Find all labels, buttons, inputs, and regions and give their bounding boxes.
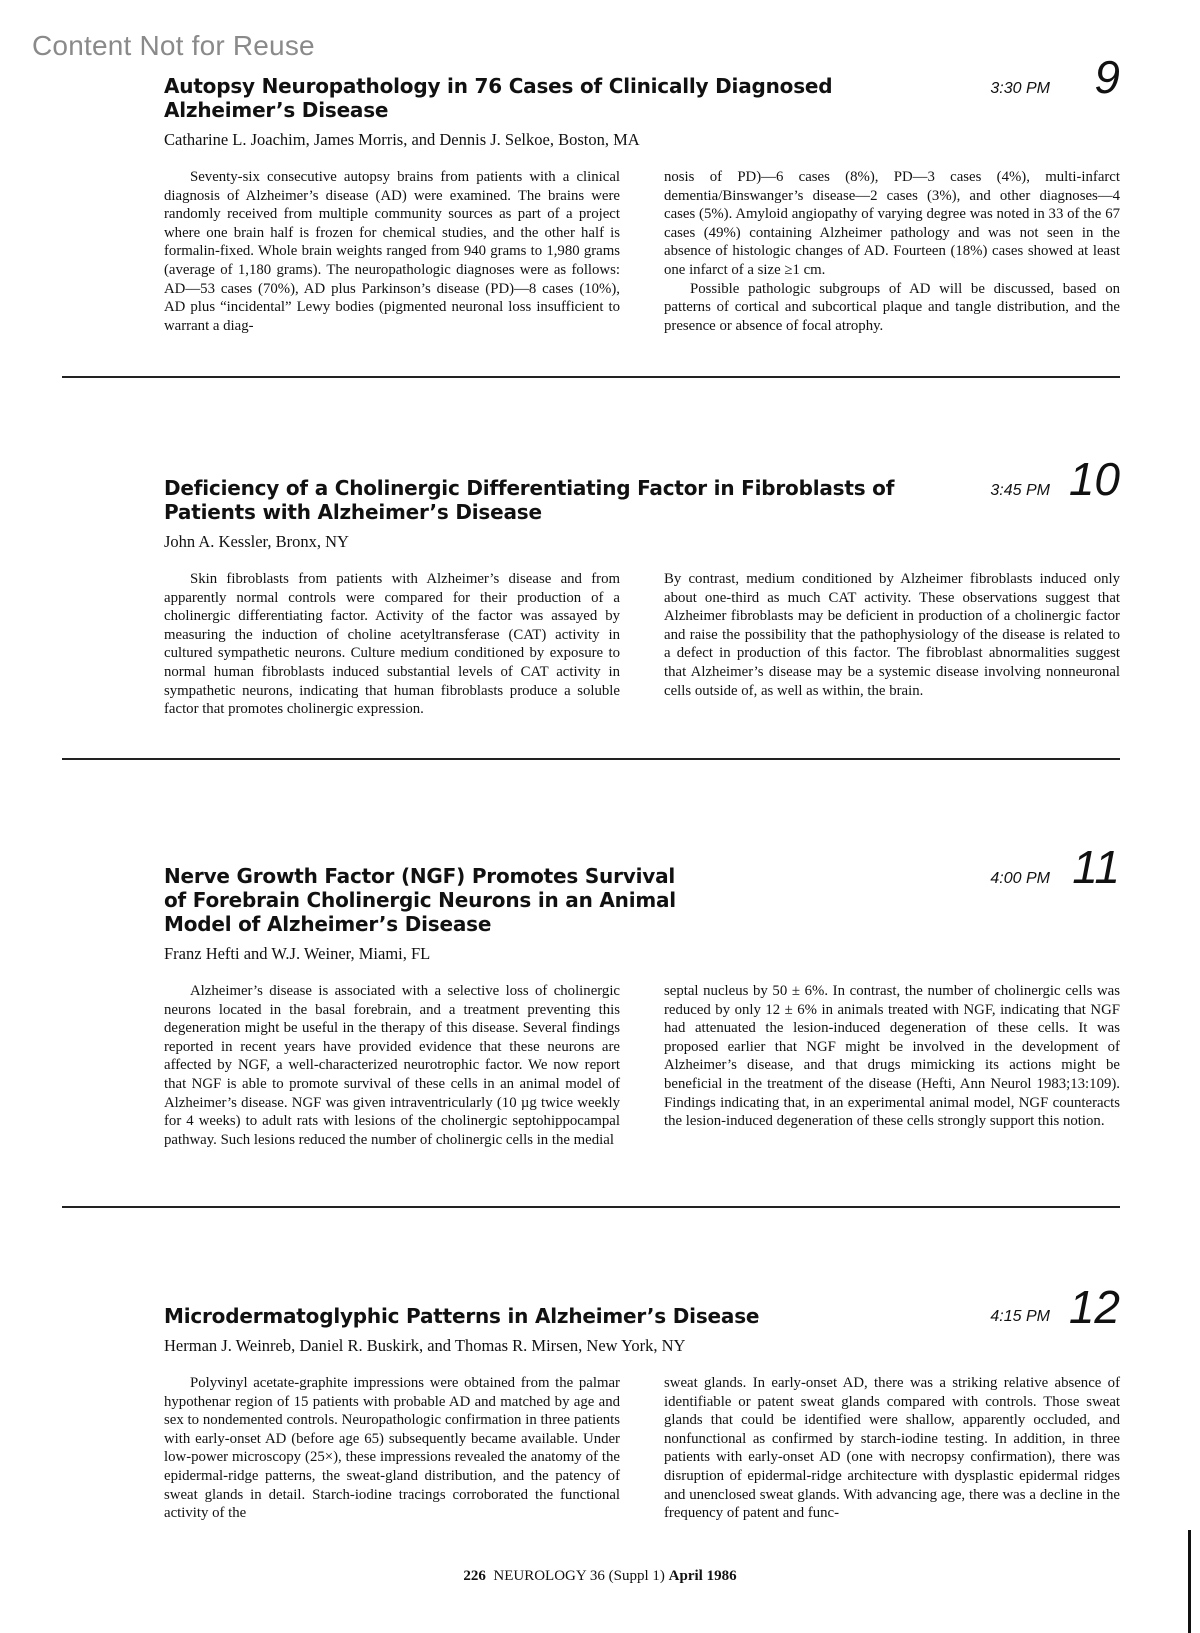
journal-name: NEUROLOGY 36 (Suppl 1) bbox=[493, 1568, 665, 1584]
abstract-number: 12 bbox=[1068, 1281, 1120, 1333]
section-divider bbox=[62, 758, 1120, 760]
abstract-header bbox=[164, 1281, 1120, 1333]
left-column bbox=[164, 570, 620, 719]
left-column bbox=[164, 1374, 620, 1523]
abstract-title: Microdermatoglyphic Patterns in Alzheimer’s Disease bbox=[164, 1304, 760, 1328]
paragraph: Possible pathologic subgroups of AD will be discussed, based on patterns of cortical and subcortical plaque and tangle distribution, and the presence or absence of focal atrophy. bbox=[664, 280, 1120, 334]
session-time: 3:45 PM bbox=[990, 482, 1050, 499]
abstract-body bbox=[164, 570, 1120, 719]
authors: Herman J. Weinreb, Daniel R. Buskirk, and Thomas R. Mirsen, New York, NY bbox=[164, 1336, 686, 1355]
paragraph: Alzheimer’s disease is associated with a selective loss of cholinergic neurons located in the basal forebrain, and a treatment preventing this degeneration might be useful in the therapy of this disease. Several findings reported in recent years have provided evidence that these neurons are affected by NGF, a well-characterized neurotrophic factor. We now report that NGF is able to promote survival of these cells in an animal model of Alzheimer’s disease. NGF was given intraventricularly (10 µg twice weekly for 4 weeks) to adult rats with lesions of the cholinergic septohippocampal pathway. Such lesions reduced the number of cholinergic cells in the medial bbox=[164, 983, 620, 1148]
abstract-title: Autopsy Neuropathology in 76 Cases of Clinically Diagnosed Alzheimer’s Disease bbox=[164, 74, 833, 122]
session-time: 4:15 PM bbox=[990, 1308, 1050, 1325]
session-time: 3:30 PM bbox=[990, 80, 1050, 97]
abstract-title: Nerve Growth Factor (NGF) Promotes Survival of Forebrain Cholinergic Neurons in an Animal Model of Alzheimer’s Disease bbox=[164, 864, 676, 936]
abstract-11 bbox=[164, 841, 1120, 1149]
paragraph: Seventy-six consecutive autopsy brains from patients with a clinical diagnosis of Alzheimer’s disease (AD) were examined. The brains were randomly received from multiple community sources as part of a project where one brain half is frozen for chemical studies, and the other half is formalin-fixed. Whole brain weights ranged from 940 grams to 1,980 grams (average of 1,180 grams). The neuropathologic diagnoses were as follows: AD—53 cases (70%), AD plus Parkinson’s disease (PD)—8 cases (10%), AD plus “incidental” Lewy bodies (pigmented neuronal loss insufficient to warrant a diag- bbox=[164, 169, 620, 334]
abstract-number: 11 bbox=[1072, 841, 1120, 893]
abstract-header bbox=[164, 453, 1120, 524]
right-column bbox=[664, 168, 1120, 335]
paragraph: By contrast, medium conditioned by Alzheimer fibroblasts induced only about one-third as much CAT activity. These observations suggest that Alzheimer fibroblasts may be deficient in production of a cholinergic factor and raise the possibility that the pathophysiology of the disease is related to a defect in production of this factor. The fibroblast abnormalities suggest that Alzheimer’s disease may be a systemic disease involving nonneuronal cells outside of, as well as within, the brain. bbox=[664, 571, 1120, 699]
abstract-body bbox=[164, 1374, 1120, 1523]
paragraph: nosis of PD)—6 cases (8%), PD—3 cases (4%), multi-infarct dementia/Binswanger’s disease—2 cases (3%), and other diagnoses—4 cases (5%). Amyloid angiopathy of varying degree was noted in 33 of the 67 cases (49%) containing Alzheimer pathology and was not seen in the absence of histologic changes of AD. Fourteen (18%) cases showed at least one infarct of a size ≥1 cm. bbox=[664, 169, 1120, 278]
session-time: 4:00 PM bbox=[990, 870, 1050, 887]
abstract-10 bbox=[164, 453, 1120, 719]
section-divider bbox=[62, 376, 1120, 378]
paragraph: sweat glands. In early-onset AD, there was a striking relative absence of identifiable or patent sweat glands compared with controls. Those sweat glands that could be identified were shallow, apparently occluded, and nonfunctional as confirmed by starch-iodine testing. In addition, in three patients with early-onset AD (one with necropsy confirmation), there was disruption of epidermal-ridge architecture with dysplastic epidermal ridges and unenclosed sweat glands. With advancing age, there was a decline in the frequency of patent and func- bbox=[664, 1375, 1120, 1522]
issue-date: April 1986 bbox=[668, 1568, 737, 1584]
abstract-header bbox=[164, 841, 1120, 936]
left-column bbox=[164, 982, 620, 1149]
page-number: 226 bbox=[463, 1568, 486, 1584]
abstract-number: 10 bbox=[1068, 453, 1120, 505]
abstract-body bbox=[164, 982, 1120, 1149]
right-column bbox=[664, 1374, 1120, 1523]
watermark: Content Not for Reuse bbox=[32, 30, 315, 61]
abstract-title: Deficiency of a Cholinergic Differentiating Factor in Fibroblasts of Patients with Alzheimer’s Disease bbox=[164, 476, 895, 524]
abstract-12 bbox=[164, 1281, 1120, 1523]
authors: Catharine L. Joachim, James Morris, and Dennis J. Selkoe, Boston, MA bbox=[164, 130, 640, 149]
right-column bbox=[664, 570, 1120, 719]
abstract-body bbox=[164, 168, 1120, 335]
paragraph: Polyvinyl acetate-graphite impressions were obtained from the palmar hypothenar region of 15 patients with probable AD and matched by age and sex to nondemented controls. Neuropathologic confirmation in three patients with early-onset AD (before age 65) subsequently became available. Under low-power microscopy (25×), these impressions revealed the anatomy of the epidermal-ridge patterns, the sweat-gland distribution, and the patency of sweat glands in detail. Starch-iodine tracings corroborated the functional activity of the bbox=[164, 1375, 620, 1522]
section-divider bbox=[62, 1206, 1120, 1208]
authors: Franz Hefti and W.J. Weiner, Miami, FL bbox=[164, 944, 431, 963]
authors: John A. Kessler, Bronx, NY bbox=[164, 532, 349, 551]
left-column bbox=[164, 168, 620, 335]
right-column bbox=[664, 982, 1120, 1149]
paragraph: Skin fibroblasts from patients with Alzheimer’s disease and from apparently normal controls were compared for their production of a cholinergic differentiating factor. Activity of the factor was assayed by measuring the induction of choline acetyltransferase (CAT) activity in cultured sympathetic neurons. Culture medium conditioned by exposure to normal human fibroblasts induced substantial levels of CAT activity in sympathetic neurons, indicating that human fibroblasts produce a soluble factor that promotes cholinergic expression. bbox=[164, 571, 620, 718]
scan-edge-mark bbox=[1188, 1530, 1191, 1633]
abstract-9 bbox=[164, 51, 1120, 335]
page-footer bbox=[0, 1568, 1200, 1585]
paragraph: septal nucleus by 50 ± 6%. In contrast, the number of cholinergic cells was reduced by only 12 ± 6% in animals treated with NGF, indicating that NGF had attenuated the lesion-induced degeneration of these cells. It was proposed earlier that NGF might be involved in the development of Alzheimer’s disease, and that drugs mimicking its actions might be beneficial in the treatment of the disease (Hefti, Ann Neurol 1983;13:109). Findings indicating that, in an experimental animal model, NGF counteracts the lesion-induced degeneration of these cells strongly support this notion. bbox=[664, 983, 1120, 1130]
abstract-number: 9 bbox=[1094, 51, 1120, 103]
abstract-header bbox=[164, 51, 1120, 122]
